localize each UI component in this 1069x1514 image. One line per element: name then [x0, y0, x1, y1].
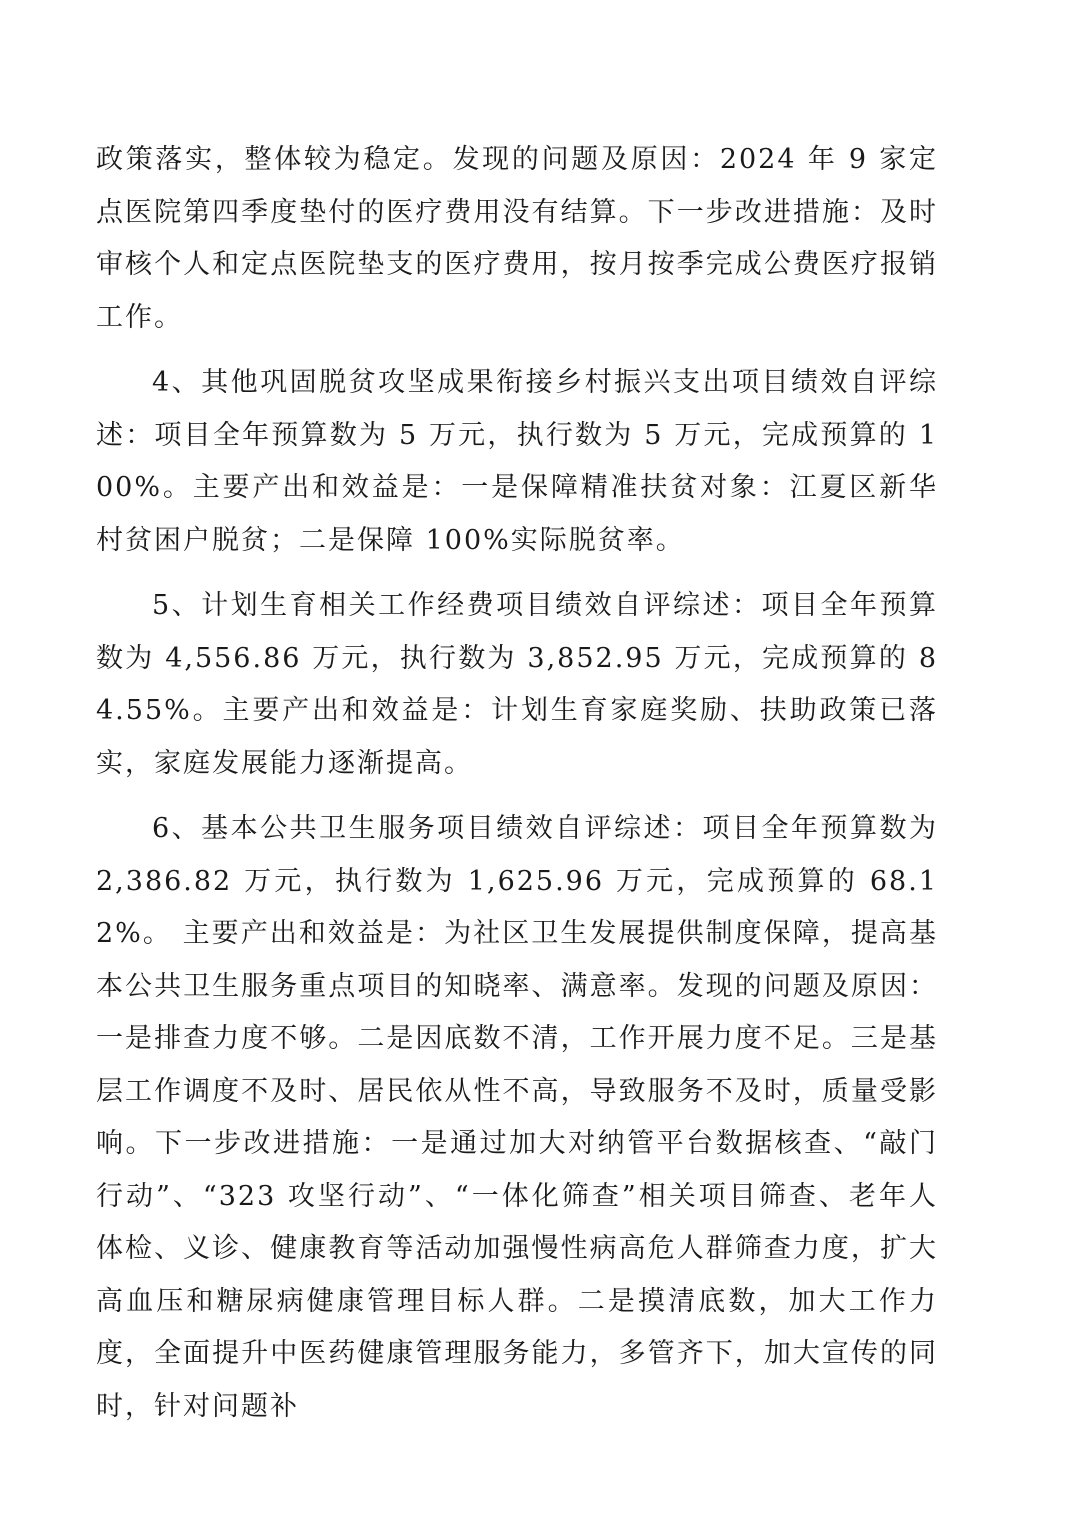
paragraph-item-6: 6、基本公共卫生服务项目绩效自评综述：项目全年预算数为 2,386.82 万元，执行数为 1,625.96 万元，完成预算的 68.12%。 主要产出和效益是：为社区卫生发展提供制度保障，提高基本公共卫生服务重点项目的知晓率、满意率。发现的问题及原因：一是排查力度不够。二是因底数不清，工作开展力度不足。三是基层工作调度不及时、居民依从性不高，导致服务不及时，质量受影响。下一步改进措施：一是通过加大对纳管平台数据核查、“敲门行动”、“323 攻坚行动”、“一体化筛查”相关项目筛查、老年人体检、义诊、健康教育等活动加强慢性病高危人群筛查力度，扩大高血压和糖尿病健康管理目标人群。二是摸清底数，加大工作力度，全面提升中医药健康管理服务能力，多管齐下，加大宣传的同时，针对问题补	[96, 813, 938, 1422]
paragraph-item-5: 5、计划生育相关工作经费项目绩效自评综述：项目全年预算数为 4,556.86 万元，执行数为 3,852.95 万元，完成预算的 84.55%。主要产出和效益是：计划生育家庭奖励、扶助政策已落实，家庭发展能力逐渐提高。	[96, 590, 938, 779]
document-body	[96, 134, 938, 1446]
paragraph-item-4: 4、其他巩固脱贫攻坚成果衔接乡村振兴支出项目绩效自评综述：项目全年预算数为 5 万元，执行数为 5 万元，完成预算的 100%。主要产出和效益是：一是保障精准扶贫对象：江夏区新华村贫困户脱贫；二是保障 100%实际脱贫率。	[96, 367, 938, 556]
paragraph-continuation: 政策落实，整体较为稳定。发现的问题及原因：2024 年 9 家定点医院第四季度垫付的医疗费用没有结算。下一步改进措施：及时审核个人和定点医院垫支的医疗费用，按月按季完成公费医疗报销工作。	[96, 144, 938, 333]
